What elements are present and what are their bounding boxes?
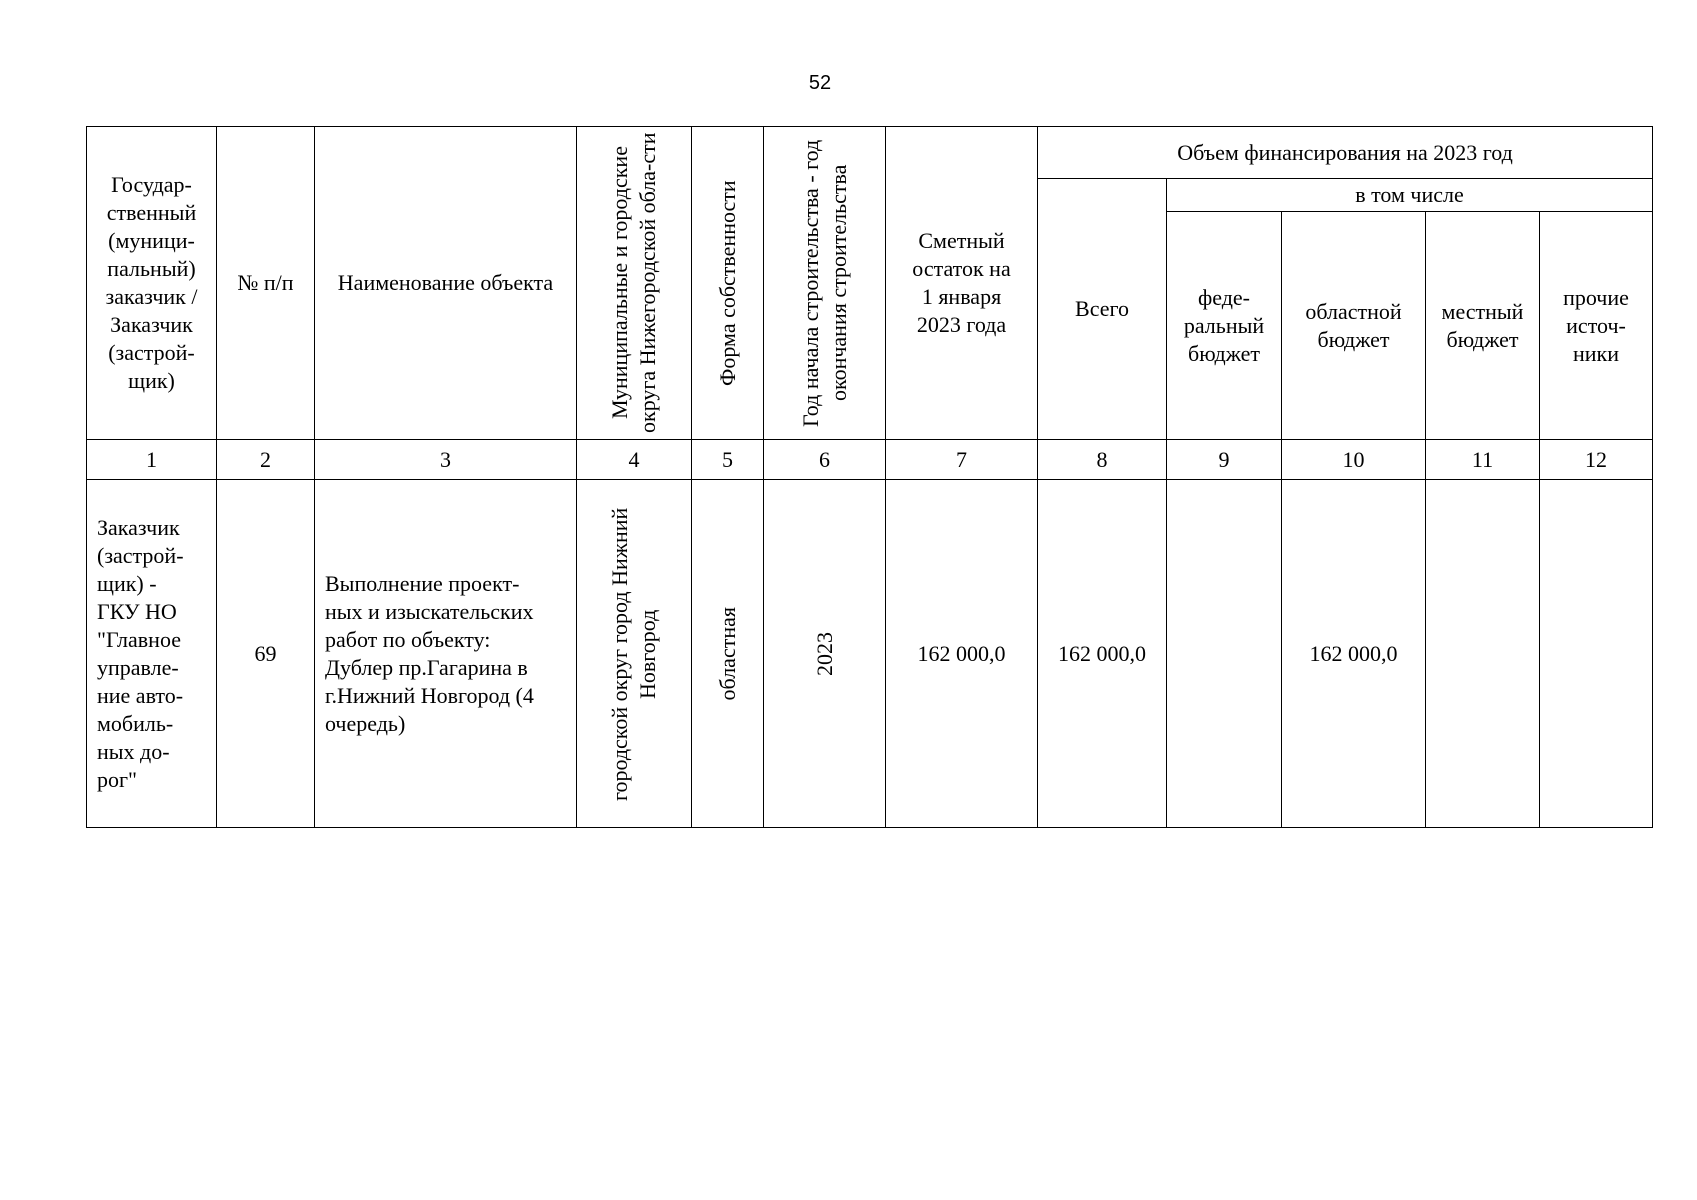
row-years: 2023 (811, 631, 837, 676)
row-municipality-cell (577, 480, 692, 828)
row-total: 162 000,0 (1038, 480, 1167, 828)
row-regional: 162 000,0 (1282, 480, 1426, 828)
row-ownership-cell (692, 480, 764, 828)
column-number: 12 (1540, 440, 1653, 480)
header-total: Всего (1038, 179, 1167, 440)
header-ownership: Форма собственности (714, 180, 740, 386)
column-number: 4 (577, 440, 692, 480)
page-number: 52 (808, 72, 832, 94)
column-number: 9 (1167, 440, 1282, 480)
header-years: Год начала строительства - год окончания строительства (797, 139, 851, 427)
column-number: 7 (886, 440, 1038, 480)
column-number: 1 (87, 440, 217, 480)
header-local: местный бюджет (1426, 212, 1540, 440)
header-years-cell (764, 127, 886, 440)
header-municipality-cell (577, 127, 692, 440)
column-number-row (87, 440, 1653, 480)
header-including: в том числе (1167, 179, 1653, 212)
table-row (87, 480, 1653, 828)
row-other (1540, 480, 1653, 828)
financing-table (86, 126, 1653, 828)
header-other: прочие источ- ники (1540, 212, 1653, 440)
header-row-1 (87, 127, 1653, 179)
header-municipality: Муниципальные и городские округа Нижегородской обла-сти (607, 132, 660, 434)
header-financing-group: Объем финансирования на 2023 год (1038, 127, 1653, 179)
column-number: 11 (1426, 440, 1540, 480)
header-object-name: Наименование объекта (315, 127, 577, 440)
header-customer: Государ- ственный (муници- пальный) заказчик / Заказчик (застрой- щик) (87, 127, 217, 440)
column-number: 8 (1038, 440, 1167, 480)
row-local (1426, 480, 1540, 828)
header-regional: областной бюджет (1282, 212, 1426, 440)
row-years-cell (764, 480, 886, 828)
header-ownership-cell (692, 127, 764, 440)
row-municipality: городской округ город Нижний Новгород (607, 506, 660, 801)
row-ownership: областная (714, 606, 740, 701)
header-estimate-balance: Сметный остаток на 1 января 2023 года (886, 127, 1038, 440)
column-number: 5 (692, 440, 764, 480)
row-estimate-balance: 162 000,0 (886, 480, 1038, 828)
row-customer: Заказчик (застрой- щик) - ГКУ НО "Главное управле- ние авто- мобиль- ных до- рог" (87, 480, 217, 828)
header-federal: феде- ральный бюджет (1167, 212, 1282, 440)
header-number: № п/п (217, 127, 315, 440)
row-object-name: Выполнение проект- ных и изыскательских работ по объекту: Дублер пр.Гагарина в г.Нижний Новгород (4 очередь) (315, 480, 577, 828)
column-number: 10 (1282, 440, 1426, 480)
row-federal (1167, 480, 1282, 828)
column-number: 2 (217, 440, 315, 480)
column-number: 6 (764, 440, 886, 480)
column-number: 3 (315, 440, 577, 480)
row-number: 69 (217, 480, 315, 828)
